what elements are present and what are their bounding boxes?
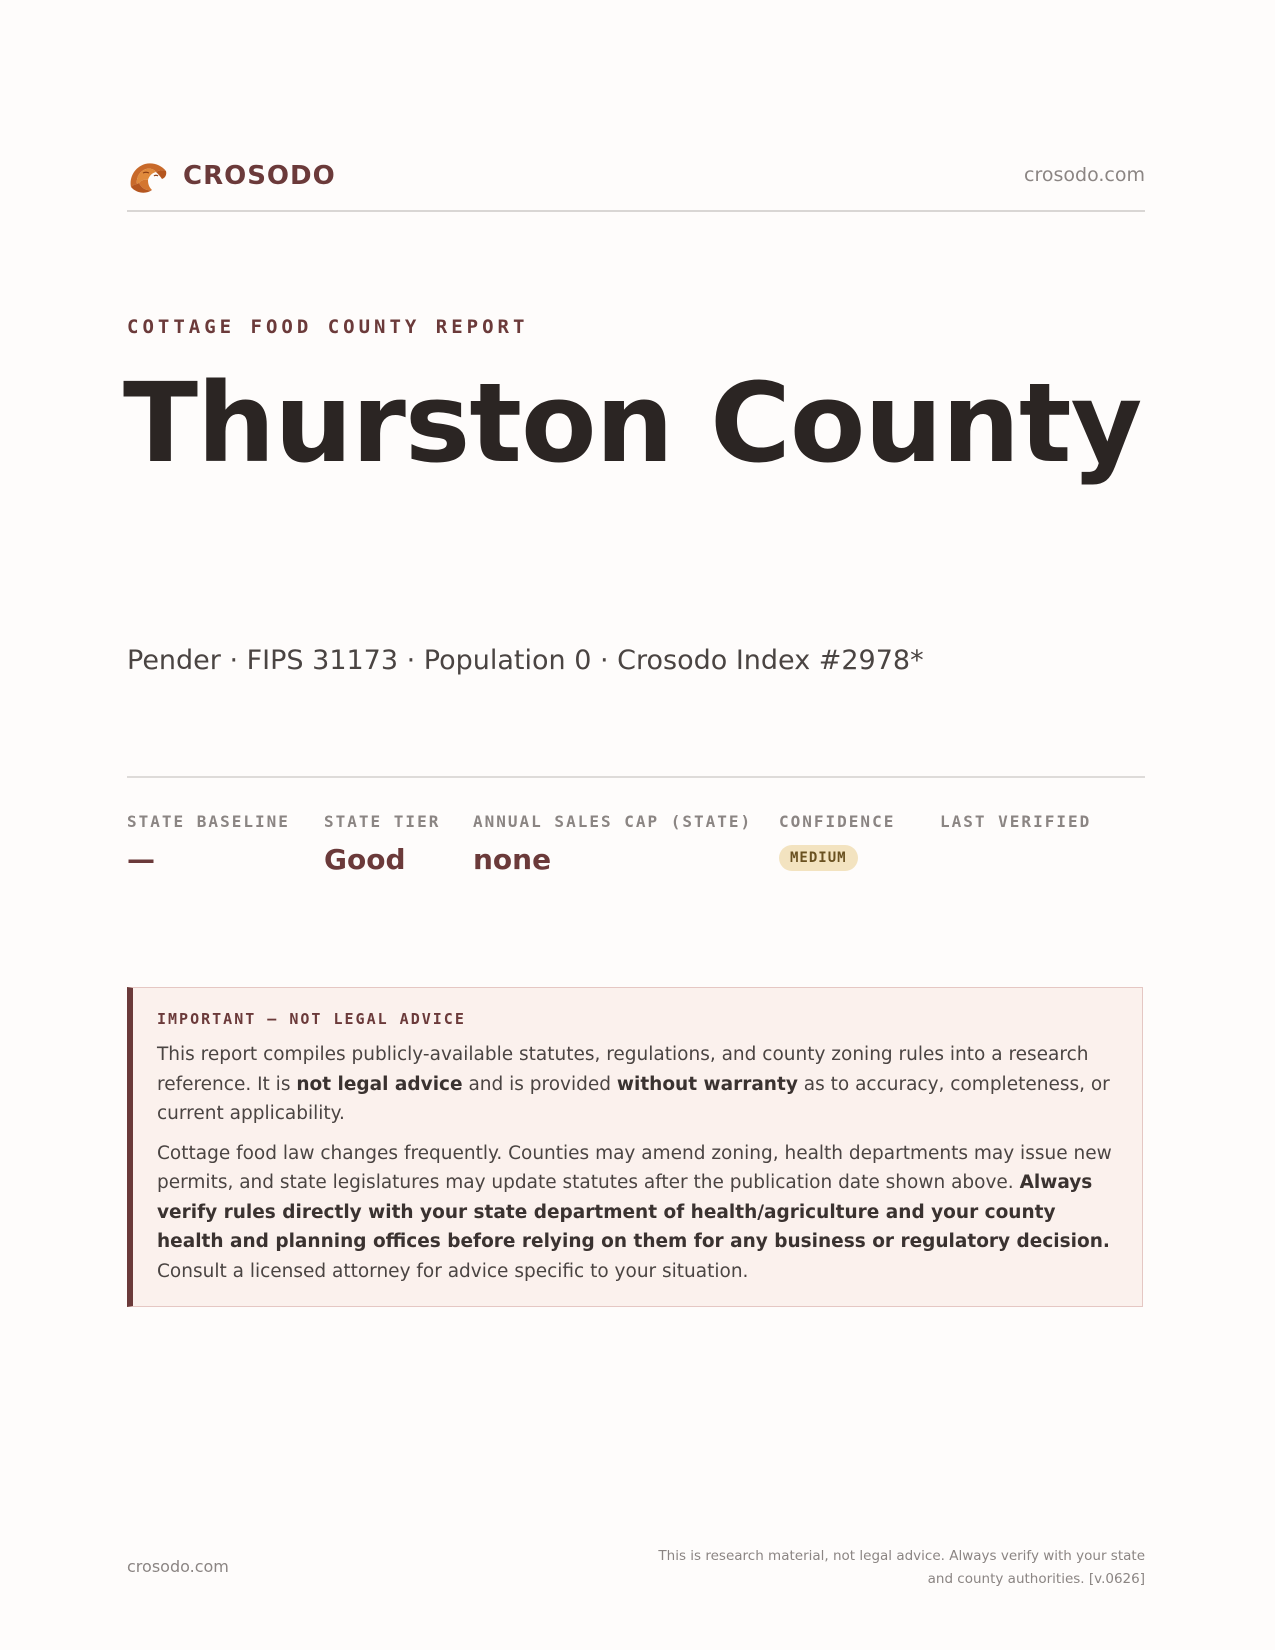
notice-text: Cottage food law changes frequently. Counties may amend zoning, health departments may issue new permits, and state legislatures may update statutes after the publication date shown above. [157, 1142, 1112, 1193]
brand-name: CROSODO [183, 161, 336, 191]
county-subtitle: Pender · FIPS 31173 · Population 0 · Crosodo Index #2978* [127, 645, 924, 676]
notice-text: This report compiles publicly-available statutes, regulations, and county zoning rules into a research reference. It is [157, 1044, 1089, 1095]
stat-value: none [473, 843, 552, 876]
stat-value: — [127, 843, 155, 876]
report-eyebrow: COTTAGE FOOD COUNTY REPORT [127, 316, 529, 338]
stat-last-verified [940, 812, 1091, 843]
notice-paragraph [157, 1139, 1116, 1287]
page-header [127, 156, 1145, 212]
footer-disclaimer-line: This is research material, not legal advice. Always verify with your state [658, 1548, 1145, 1564]
stat-label: CONFIDENCE [779, 812, 896, 831]
stat-sales-cap [473, 812, 752, 876]
notice-paragraph [157, 1040, 1116, 1129]
notice-text: Consult a licensed attorney for advice specific to your situation. [157, 1260, 749, 1282]
notice-heading: IMPORTANT — NOT LEGAL ADVICE [157, 1010, 466, 1028]
stats-row [127, 812, 1145, 892]
report-page [123, 0, 1145, 1650]
page-title: Thurston County [123, 359, 1142, 487]
brand[interactable] [127, 156, 336, 196]
notice-text: and is provided [462, 1073, 617, 1095]
stat-confidence [779, 812, 895, 871]
footer-disclaimer-line: and county authorities. [v.0626] [927, 1571, 1145, 1587]
stat-label: STATE TIER [324, 812, 441, 831]
stat-label: ANNUAL SALES CAP (STATE) [473, 812, 753, 831]
stat-value: Good [324, 843, 406, 876]
footer-disclaimer [625, 1545, 1145, 1591]
confidence-badge: MEDIUM [779, 845, 858, 871]
notice-emphasis: not legal advice [296, 1073, 463, 1095]
site-url-link[interactable]: crosodo.com [1024, 164, 1145, 186]
legal-notice [127, 987, 1143, 1307]
notice-emphasis: Always verify rules directly with your state department of health/agriculture and your county health and planning offices before relying on them for any business or regulatory decision. [157, 1172, 1110, 1252]
section-divider [127, 776, 1145, 778]
footer-site-url[interactable]: crosodo.com [127, 1557, 229, 1576]
stat-label: LAST VERIFIED [940, 812, 1092, 831]
stat-label: STATE BASELINE [127, 812, 290, 831]
notice-text: as to accuracy, completeness, or current applicability. [157, 1073, 1110, 1124]
croissant-icon [127, 157, 169, 195]
stat-state-baseline [127, 812, 290, 876]
stat-state-tier [324, 812, 440, 876]
notice-emphasis: without warranty [616, 1073, 798, 1095]
